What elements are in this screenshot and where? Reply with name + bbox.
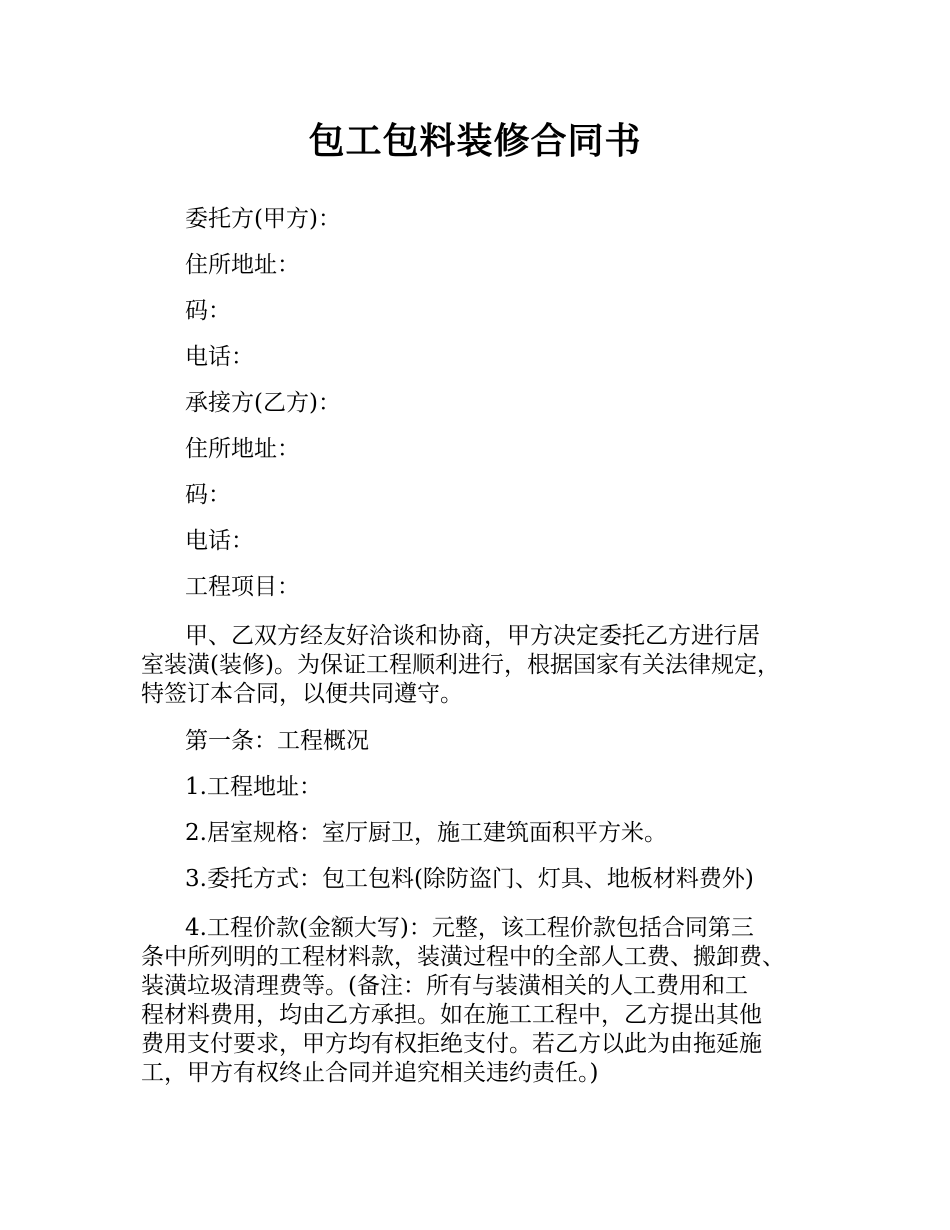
item4-line: 费用支付要求，甲方均有权拒绝支付。若乙方以此为由拖延施 bbox=[141, 1031, 762, 1057]
article1-heading: 第一条：工程概况 bbox=[185, 728, 369, 754]
party-b-label: 承接方(乙方)： bbox=[185, 390, 341, 416]
party-b-phone: 电话： bbox=[185, 528, 254, 554]
item4-line: 装潢垃圾清理费等。(备注：所有与装潢相关的人工费用和工 bbox=[141, 973, 748, 999]
intro-line: 甲、乙双方经友好洽谈和协商，甲方决定委托乙方进行居 bbox=[185, 623, 760, 649]
party-a-phone: 电话： bbox=[185, 344, 254, 370]
party-b-address: 住所地址： bbox=[185, 436, 300, 462]
intro-line: 室装潢(装修)。为保证工程顺利进行，根据国家有关法律规定， bbox=[141, 652, 780, 678]
party-a-address: 住所地址： bbox=[185, 252, 300, 278]
item4-line: 程材料费用，均由乙方承担。如在施工工程中，乙方提出其他 bbox=[141, 1002, 762, 1028]
article1-item3: 3.委托方式：包工包料(除防盗门、灯具、地板材料费外) bbox=[185, 866, 754, 892]
article1-item4-paragraph bbox=[141, 914, 833, 1088]
item4-line: 工，甲方有权终止合同并追究相关违约责任。) bbox=[141, 1060, 599, 1086]
article1-item1: 1.工程地址： bbox=[185, 774, 322, 800]
item4-line: 4.工程价款(金额大写)：元整，该工程价款包括合同第三 bbox=[185, 915, 754, 941]
party-a-label: 委托方(甲方)： bbox=[185, 206, 341, 232]
intro-paragraph bbox=[141, 622, 833, 709]
intro-line: 特签订本合同，以便共同遵守。 bbox=[141, 681, 463, 707]
item4-line: 条中所列明的工程材料款，装潢过程中的全部人工费、搬卸费、 bbox=[141, 944, 785, 970]
party-b-postcode: 码： bbox=[185, 482, 231, 508]
project-field: 工程项目： bbox=[185, 574, 300, 600]
party-a-postcode: 码： bbox=[185, 298, 231, 324]
document-title: 包工包料装修合同书 bbox=[308, 121, 642, 162]
article1-item2: 2.居室规格：室厅厨卫，施工建筑面积平方米。 bbox=[185, 820, 667, 846]
